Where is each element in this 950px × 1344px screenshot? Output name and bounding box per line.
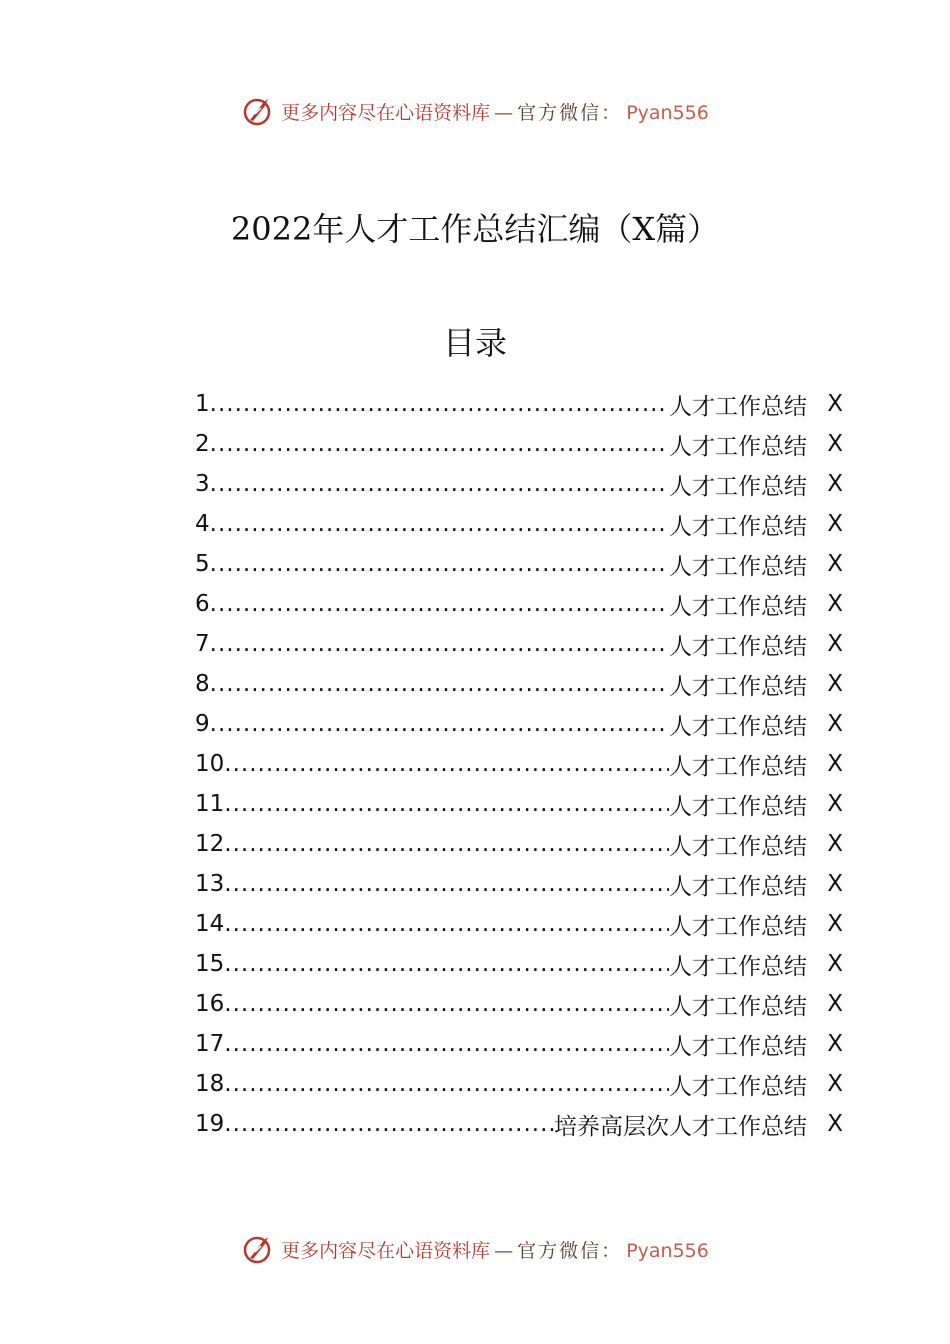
toc-entry-title: 人才工作总结	[669, 553, 807, 580]
toc-entry-number: 17	[195, 1031, 225, 1057]
watermark-wechat-id: Pyan556	[626, 101, 709, 124]
toc-entry[interactable]	[195, 1064, 843, 1104]
toc-dot-leader	[224, 831, 669, 857]
watermark-main-text: 更多内容尽在心语资料库	[281, 101, 491, 124]
toc-entry-number: 13	[195, 871, 225, 897]
quill-pen-logo-icon	[241, 1232, 275, 1266]
toc-entry[interactable]	[195, 1024, 843, 1064]
toc-entry[interactable]	[195, 424, 843, 464]
toc-entry-title: 人才工作总结	[669, 473, 807, 500]
watermark-wechat-label: 官方微信：	[517, 1239, 623, 1262]
toc-dot-leader	[224, 991, 669, 1017]
toc-entry-title: 人才工作总结	[669, 673, 807, 700]
toc-entry-title: 培养高层次人才工作总结	[554, 1113, 807, 1140]
toc-entry-number: 16	[195, 991, 225, 1017]
toc-entry-page: X	[827, 791, 843, 817]
toc-entry[interactable]	[195, 384, 843, 424]
toc-entry[interactable]	[195, 984, 843, 1024]
toc-dot-leader	[224, 751, 669, 777]
toc-entry-page: X	[827, 511, 843, 537]
toc-dot-leader	[210, 671, 669, 697]
watermark-text	[281, 98, 709, 125]
toc-entry-number: 18	[195, 1071, 225, 1097]
toc-entry-number: 7	[195, 631, 210, 657]
toc-entry-title: 人才工作总结	[669, 873, 807, 900]
toc-entry-title: 人才工作总结	[669, 913, 807, 940]
toc-entry-page: X	[827, 391, 843, 417]
toc-entry[interactable]	[195, 664, 843, 704]
toc-entry-number: 15	[195, 951, 225, 977]
toc-entry-page: X	[827, 991, 843, 1017]
toc-entry-title: 人才工作总结	[669, 513, 807, 540]
watermark-header	[0, 94, 950, 128]
toc-entry-title: 人才工作总结	[669, 593, 807, 620]
toc-dot-leader	[210, 551, 669, 577]
toc-entry[interactable]	[195, 624, 843, 664]
toc-entry[interactable]	[195, 584, 843, 624]
toc-entry[interactable]	[195, 504, 843, 544]
toc-dot-leader	[210, 511, 669, 537]
toc-dot-leader	[224, 1031, 669, 1057]
toc-entry[interactable]	[195, 784, 843, 824]
toc-entry-number: 3	[195, 471, 210, 497]
toc-entry-page: X	[827, 1071, 843, 1097]
toc-entry[interactable]	[195, 464, 843, 504]
toc-entry[interactable]	[195, 864, 843, 904]
toc-entry-title: 人才工作总结	[669, 393, 807, 420]
toc-dot-leader	[210, 471, 669, 497]
toc-dot-leader	[224, 871, 669, 897]
toc-entry-page: X	[827, 471, 843, 497]
document-title: 2022年人才工作总结汇编（X篇）	[230, 210, 720, 248]
toc-entry-number: 10	[195, 751, 225, 777]
toc-entry-title: 人才工作总结	[669, 753, 807, 780]
toc-entry-page: X	[827, 1031, 843, 1057]
toc-entry[interactable]	[195, 744, 843, 784]
toc-entry-number: 8	[195, 671, 210, 697]
toc-entry-number: 14	[195, 911, 225, 937]
toc-entry[interactable]	[195, 544, 843, 584]
toc-entry-title: 人才工作总结	[669, 433, 807, 460]
toc-entry-title: 人才工作总结	[669, 1073, 807, 1100]
toc-entry-title: 人才工作总结	[669, 953, 807, 980]
toc-entry-page: X	[827, 871, 843, 897]
toc-entry[interactable]	[195, 824, 843, 864]
toc-dot-leader	[210, 391, 669, 417]
toc-dot-leader	[224, 791, 669, 817]
toc-entry-page: X	[827, 671, 843, 697]
toc-entry-number: 19	[195, 1111, 225, 1137]
toc-entry-page: X	[827, 591, 843, 617]
toc-dot-leader	[210, 631, 669, 657]
watermark-separator: —	[494, 101, 514, 124]
toc-entry-page: X	[827, 1111, 843, 1137]
toc-entry-title: 人才工作总结	[669, 993, 807, 1020]
toc-entry-title: 人才工作总结	[669, 633, 807, 660]
toc-entry-title: 人才工作总结	[669, 713, 807, 740]
toc-entry-number: 12	[195, 831, 225, 857]
toc-dot-leader	[224, 1071, 669, 1097]
toc-dot-leader	[210, 591, 669, 617]
watermark-wechat-label: 官方微信：	[517, 101, 623, 124]
table-of-contents	[195, 384, 843, 1144]
toc-entry-number: 4	[195, 511, 210, 537]
toc-entry-page: X	[827, 711, 843, 737]
toc-entry-number: 5	[195, 551, 210, 577]
toc-dot-leader	[210, 431, 669, 457]
toc-entry-number: 2	[195, 431, 210, 457]
toc-entry-title: 人才工作总结	[669, 833, 807, 860]
toc-heading: 目录	[442, 324, 507, 362]
toc-entry[interactable]	[195, 944, 843, 984]
quill-pen-logo-icon	[241, 94, 275, 128]
toc-entry-page: X	[827, 831, 843, 857]
toc-entry[interactable]	[195, 1104, 843, 1144]
toc-dot-leader	[224, 1111, 554, 1137]
toc-entry-page: X	[827, 751, 843, 777]
toc-entry-page: X	[827, 631, 843, 657]
toc-dot-leader	[224, 951, 669, 977]
toc-entry-title: 人才工作总结	[669, 793, 807, 820]
toc-entry-page: X	[827, 551, 843, 577]
toc-entry[interactable]	[195, 904, 843, 944]
watermark-main-text: 更多内容尽在心语资料库	[281, 1239, 491, 1262]
toc-entry-page: X	[827, 431, 843, 457]
watermark-text	[281, 1236, 709, 1263]
toc-entry-number: 9	[195, 711, 210, 737]
toc-entry[interactable]	[195, 704, 843, 744]
watermark-separator: —	[494, 1239, 514, 1262]
toc-entry-title: 人才工作总结	[669, 1033, 807, 1060]
toc-dot-leader	[210, 711, 669, 737]
watermark-footer	[0, 1232, 950, 1266]
toc-entry-page: X	[827, 911, 843, 937]
toc-entry-number: 6	[195, 591, 210, 617]
watermark-wechat-id: Pyan556	[626, 1239, 709, 1262]
toc-dot-leader	[224, 911, 669, 937]
toc-entry-number: 1	[195, 391, 210, 417]
toc-entry-page: X	[827, 951, 843, 977]
toc-entry-number: 11	[195, 791, 225, 817]
